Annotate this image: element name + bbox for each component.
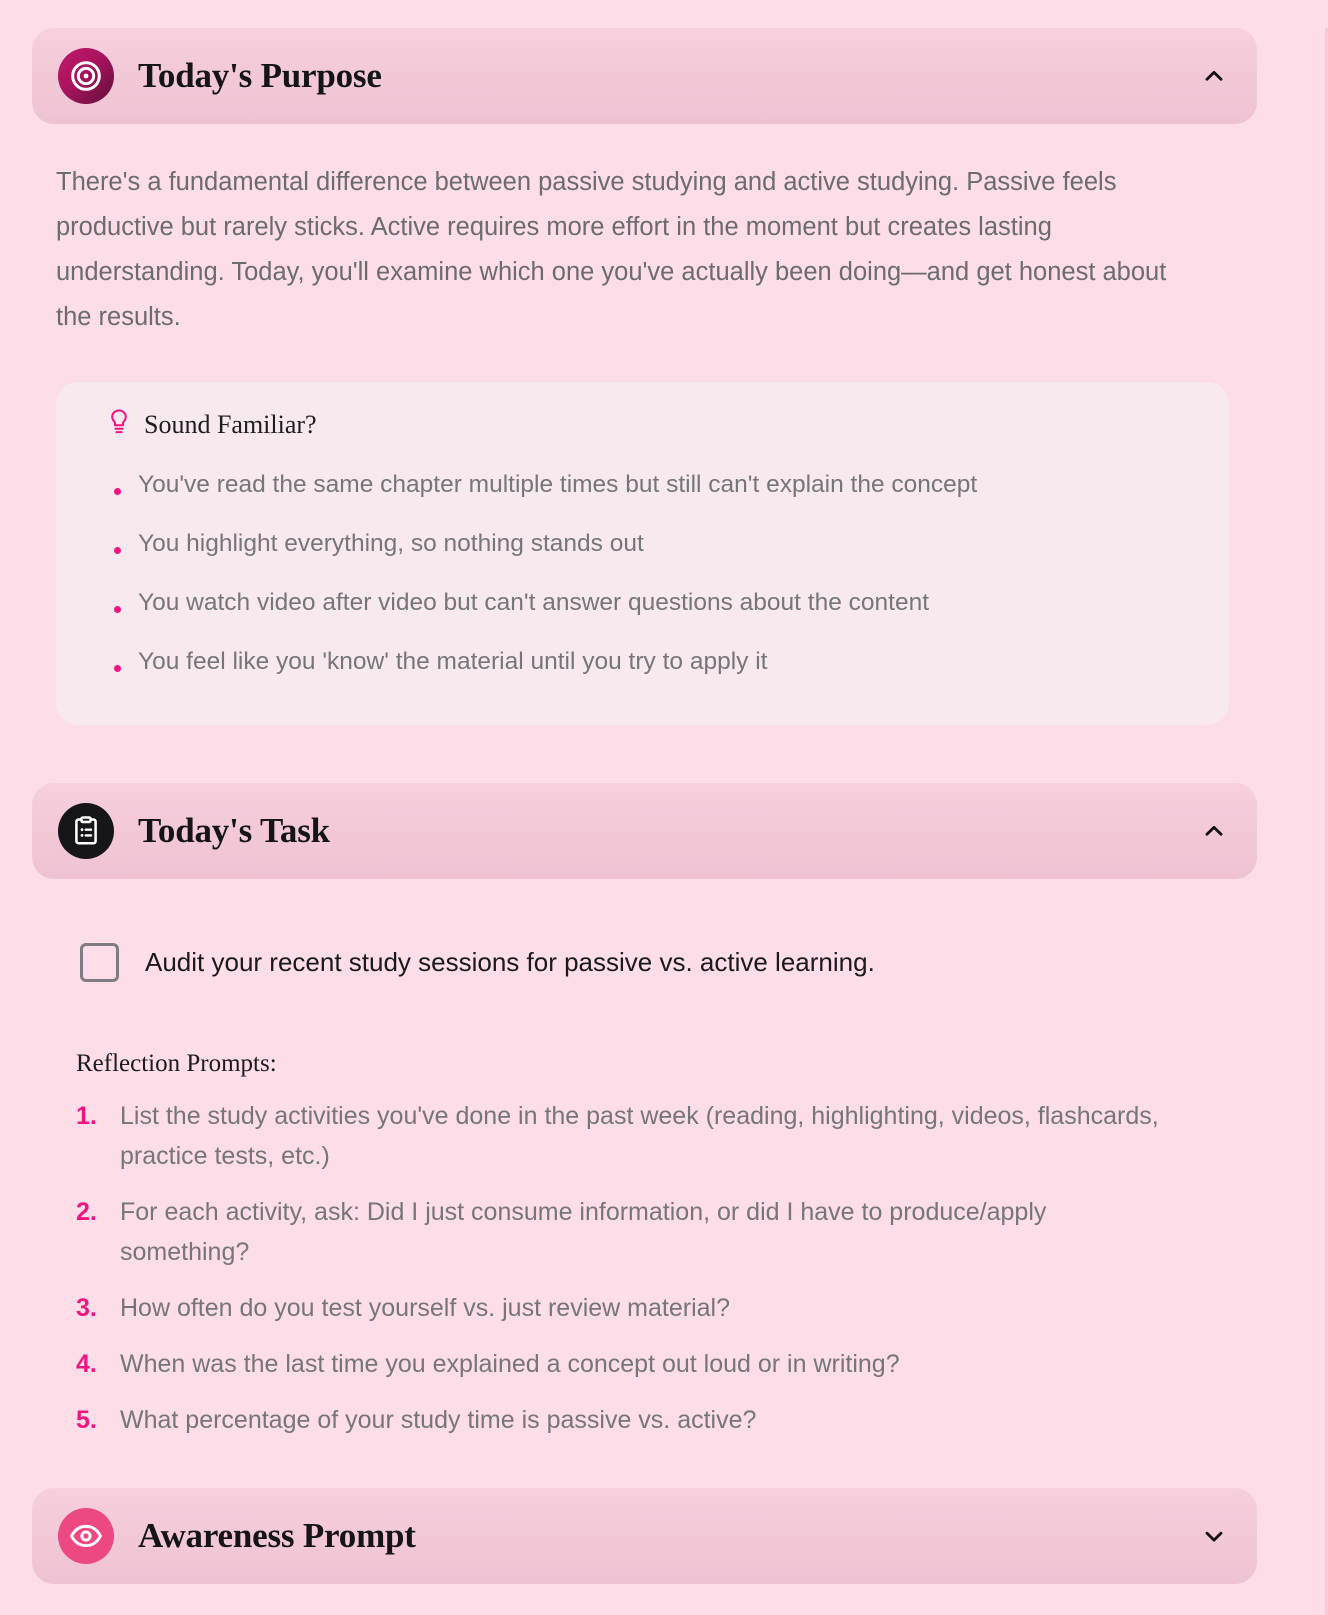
list-item: You highlight everything, so nothing stands out xyxy=(86,514,1199,573)
list-item: What percentage of your study time is passive vs. active? xyxy=(120,1406,757,1434)
list-item: How often do you test yourself vs. just review material? xyxy=(120,1294,730,1322)
chevron-up-icon[interactable] xyxy=(1199,816,1229,846)
callout-header xyxy=(108,408,1199,441)
list-item: List the study activities you've done in the past week (reading, highlighting, videos, flashcards, practice tests, etc.) xyxy=(120,1102,1159,1170)
chevron-up-icon[interactable] xyxy=(1199,61,1229,91)
list-item: When was the last time you explained a concept out loud or in writing? xyxy=(120,1350,900,1378)
eye-icon xyxy=(58,1508,114,1564)
section-header-awareness[interactable] xyxy=(32,1488,1257,1584)
purpose-body-text: There's a fundamental difference between passive studying and active studying. Passive feels productive but rarely sticks. Active requires more effort in the moment but creates lasting understanding. Today, you'll examine which one you've actually been doing—and get honest about the results. xyxy=(56,168,1167,331)
chevron-down-icon[interactable] xyxy=(1199,1521,1229,1551)
section-title-awareness: Awareness Prompt xyxy=(138,1516,416,1555)
callout-list xyxy=(86,455,1199,691)
section-header-purpose[interactable] xyxy=(32,28,1257,124)
section-title-task: Today's Task xyxy=(138,811,330,850)
task-checkbox-row[interactable] xyxy=(80,943,1325,982)
clipboard-icon xyxy=(58,803,114,859)
reflection-prompts-label: Reflection Prompts: xyxy=(76,1050,277,1077)
section-header-task[interactable] xyxy=(32,783,1257,879)
callout-label: Sound Familiar? xyxy=(144,409,317,439)
list-item: You watch video after video but can't answer questions about the content xyxy=(86,573,1199,632)
section-title-purpose: Today's Purpose xyxy=(138,56,382,95)
task-checkbox[interactable] xyxy=(80,943,119,982)
lightbulb-icon xyxy=(108,408,130,441)
target-icon xyxy=(58,48,114,104)
reflection-prompts-list xyxy=(76,1096,1175,1440)
list-item: For each activity, ask: Did I just consume information, or did I have to produce/apply something? xyxy=(120,1198,1047,1266)
list-item: You've read the same chapter multiple times but still can't explain the concept xyxy=(86,455,1199,514)
sound-familiar-callout xyxy=(56,382,1229,725)
page-root xyxy=(0,28,1328,1615)
list-item: You feel like you 'know' the material until you try to apply it xyxy=(86,632,1199,691)
task-checkbox-label: Audit your recent study sessions for passive vs. active learning. xyxy=(145,947,875,977)
